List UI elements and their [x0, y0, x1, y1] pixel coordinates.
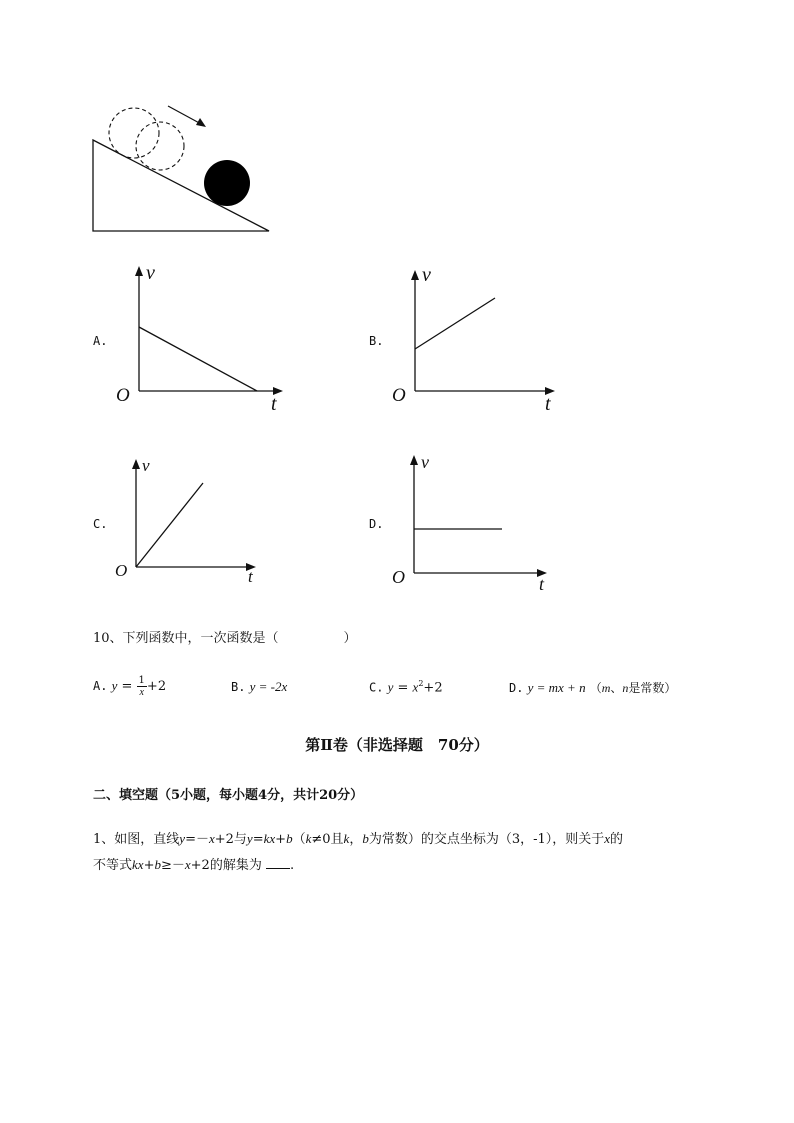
- graph-a-v-label: v: [146, 262, 155, 284]
- graph-d-t-label: t: [539, 574, 545, 594]
- q10-b-expression: y = -2x: [249, 679, 288, 694]
- question-1-line-2: 不等式kx+b≥－x+2的解集为 .: [93, 857, 295, 873]
- q10-c-plus: +2: [423, 680, 443, 696]
- q10-c-x: x: [412, 679, 419, 695]
- q10-option-a: [93, 675, 166, 698]
- q10-option-c-label: C.: [369, 680, 384, 695]
- q10-option-b: [231, 679, 287, 695]
- question-10-stem: 10、下列函数中，一次函数是（ ）: [93, 631, 357, 646]
- graph-c-t-label: t: [248, 567, 253, 586]
- graph-d-v-label: v: [421, 452, 429, 472]
- graph-c-origin-label: O: [115, 561, 128, 580]
- option-d-label: D.: [369, 517, 384, 531]
- question-1-line-1: 1、如图，直线y=－x+2与y=kx+b（k≠0且k，b为常数）的交点坐标为（3，-1），则关于x的: [93, 831, 624, 847]
- graph-b-origin-label: O: [392, 385, 406, 406]
- q10-d-expression: y = mx + n: [527, 680, 586, 695]
- option-a-label: A.: [93, 334, 108, 348]
- q10-d-note: （m、n是常数）: [589, 681, 677, 695]
- q10-a-denominator: x: [139, 687, 144, 698]
- q10-c-exponent: 2: [418, 679, 424, 688]
- graph-b-t-label: t: [545, 393, 551, 415]
- graph-a-origin-label: O: [116, 385, 130, 406]
- q10-a-fraction: [137, 675, 147, 698]
- graph-b-v-label: v: [422, 264, 431, 286]
- q10-a-numerator: 1: [138, 675, 145, 686]
- q10-option-b-label: B.: [231, 680, 246, 694]
- part-two-heading: 二、填空题（5小题，每小题4分，共计20分）: [93, 788, 364, 803]
- option-c-label: C.: [93, 517, 108, 531]
- q10-c-eq: =: [393, 680, 413, 696]
- q10-a-plus: +2: [146, 679, 167, 694]
- graph-c-v-label: v: [142, 456, 150, 475]
- section-title: 第Ⅱ卷（非选择题 70分）: [305, 736, 489, 754]
- answer-blank[interactable]: [266, 858, 290, 869]
- graph-a-t-label: t: [271, 393, 277, 415]
- q10-option-d-label: D.: [509, 681, 524, 695]
- q10-option-d: [509, 679, 676, 696]
- q10-c-y: y: [387, 679, 394, 695]
- q10-option-c: [369, 679, 443, 695]
- option-b-label: B.: [369, 334, 384, 348]
- q10-a-y: y: [111, 678, 118, 693]
- q10-a-eq: =: [117, 679, 137, 694]
- q10-option-a-label: A.: [93, 679, 108, 693]
- graph-d-origin-label: O: [392, 567, 405, 587]
